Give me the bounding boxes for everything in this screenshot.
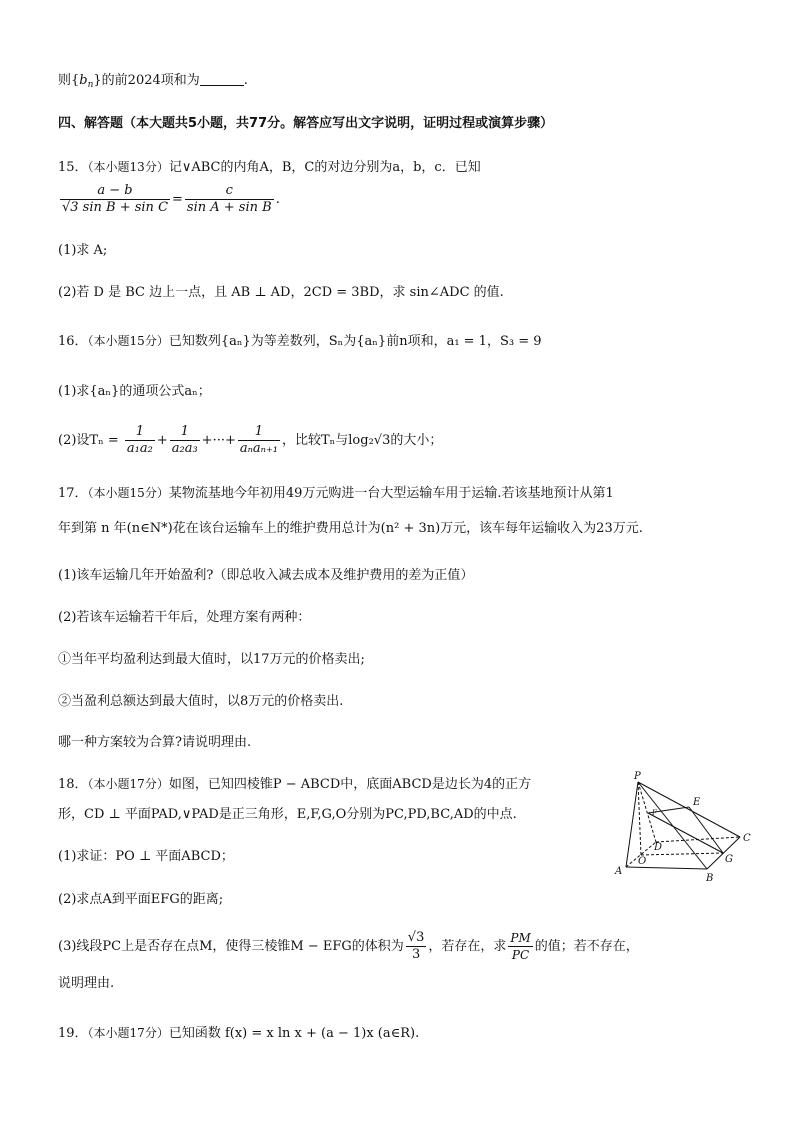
q18-p3-lead: (3)线段PC上是否存在点M，使得三棱锥M − EFG的体积为 [58,939,404,954]
q17-option2: ②当盈利总额达到最大值时，以8万元的价格卖出. [58,694,344,709]
q16-part2: (2)设Tₙ = $\frac{1}{\text{a₁a₂}}$ + $\frac{1}{\text{a₂a₃}}$ +···+ $\frac{1}{\text{aₙaₙ₊₁}}$ ，比较Tₙ与log₂√3的大小； [58,424,443,456]
q16-line1 [58,332,542,351]
q15-rhs-den: sin A + sin B [186,200,272,215]
q16-p2-lead: (2)设Tₙ = [58,433,119,448]
q18-part3-end: 说明理由. [58,976,115,991]
q15-eq: = [172,192,183,207]
q17-part2: (2)若该车运输若干年后，处理方案有两种： [58,610,311,625]
label-C: C [743,833,751,844]
q18-ratio-num: PM [510,931,531,945]
q15-lhs-num: a − b [60,183,170,200]
q15-lhs-fraction [60,183,170,216]
q16-f3-den: aₙaₙ₊₁ [239,441,278,456]
q17-question: 哪一种方案较为合算?请说明理由. [58,735,252,750]
q15-rhs-fraction [185,183,274,216]
q15-lhs-den: √3 sin B + sin C [62,200,169,215]
edge-DC [656,837,740,842]
q16-f3-num: 1 [238,424,280,441]
b-n: $b_n$ [79,73,94,90]
q18-ratio-den: PC [511,948,530,962]
q16-f2-num: 1 [170,424,200,441]
q16-frac-1 [125,424,155,457]
q18-line1 [58,775,531,794]
label-O: O [638,856,647,867]
edge-PA [626,782,638,867]
q18-volume-fraction [406,930,427,963]
q16-text: 已知数列{aₙ}为等差数列，Sₙ为{aₙ}前n项和，a₁ = 1，S₃ = 9 [168,334,542,349]
q17-number: 17． [58,486,88,501]
q16-part1: (1)求{aₙ}的通项公式aₙ； [58,384,211,399]
q18-vol-den: 3 [411,947,421,962]
q17-points: （本小题15分） [87,486,169,500]
prev-text-2: }的前2024项和为 [93,73,200,88]
q15-rhs-num: c [185,183,274,200]
q16-f1-num: 1 [125,424,155,441]
label-G: G [725,854,733,865]
label-A: A [615,866,623,877]
q18-number: 18． [58,777,88,792]
label-F: F [652,809,657,817]
q16-frac-2 [170,424,200,457]
prev-question-tail [58,72,248,94]
q16-number: 16． [58,334,88,349]
q16-p2-tail: ，比较Tₙ与log₂√3的大小； [281,433,443,448]
label-P: P [634,771,641,782]
edge-AB [626,867,707,869]
section-heading: 四、解答题（本大题共5小题，共77分。解答应写出文字说明，证明过程或演算步骤） [58,116,554,131]
q17-line2: 年到第 n 年(n∈N*)花在该台运输车上的维护费用总计为(n² + 3n)万元，该车每年运输收入为23万元. [58,521,643,536]
q15-line1 [58,158,481,177]
q17-text-1: 某物流基地今年初用49万元购进一台大型运输车用于运输.若该基地预计从第1 [168,486,614,501]
prev-text-1: 则{ [58,73,80,88]
q16-dots: +···+ [201,433,236,448]
q15-part2: (2)若 D 是 BC 边上一点，且 AB ⊥ AD，2CD = 3BD，求 sin∠ADC 的值. [58,285,504,300]
label-B: B [706,873,714,884]
label-E: E [693,797,701,808]
q16-frac-3 [238,424,280,457]
q19-points: （本小题17分） [87,1026,169,1040]
q16-points: （本小题15分） [87,334,169,348]
edge-EG [689,807,723,853]
q15-end: . [275,192,280,207]
label-D: D [654,842,663,853]
edge-OG [641,853,723,855]
q15-part1: (1)求 A; [58,243,108,258]
q16-f1-den: a₁a₂ [126,441,153,456]
q18-p3-mid: ，若存在，求 [428,939,507,954]
q16-f2-den: a₂a₃ [171,441,198,456]
q18-part3 [58,930,639,963]
q19-text: 已知函数 f(x) = x ln x + (a − 1)x (a∈R). [168,1026,420,1041]
q17-line1 [58,484,614,503]
prev-text-3: . [243,73,248,88]
q15-formula [58,183,280,216]
q17-option1: ①当年平均盈利达到最大值时，以17万元的价格卖出; [58,652,365,667]
q18-vol-num: √3 [407,930,425,945]
q15-number: 15． [58,160,88,175]
q17-part1: (1)该车运输几年开始盈利?（即总收入减去成本及维护费用的差为正值） [58,568,474,583]
q15-text: 记∨ABC的内角A，B，C的对边分别为a，b，c．已知 [168,160,481,175]
pyramid-figure [610,770,760,885]
q18-line2: 形，CD ⊥ 平面PAD,∨PAD是正三角形，E,F,G,O分别为PC,PD,BC,AD的中点. [58,807,517,822]
q18-points: （本小题17分） [87,777,169,791]
q18-text-1: 如图，已知四棱锥P − ABCD中，底面ABCD是边长为4的正方 [168,777,532,792]
q18-part1: (1)求证：PO ⊥ 平面ABCD； [58,849,234,864]
q19-number: 19． [58,1026,88,1041]
q19-line1 [58,1024,419,1043]
q18-ratio-fraction [508,930,532,963]
q18-p3-tail: 的值；若不存在， [534,939,639,954]
edge-PO [638,782,641,855]
q15-points: （本小题13分） [87,160,169,174]
q18-part2: (2)求点A到平面EFG的距离; [58,892,224,907]
answer-blank [200,73,244,86]
